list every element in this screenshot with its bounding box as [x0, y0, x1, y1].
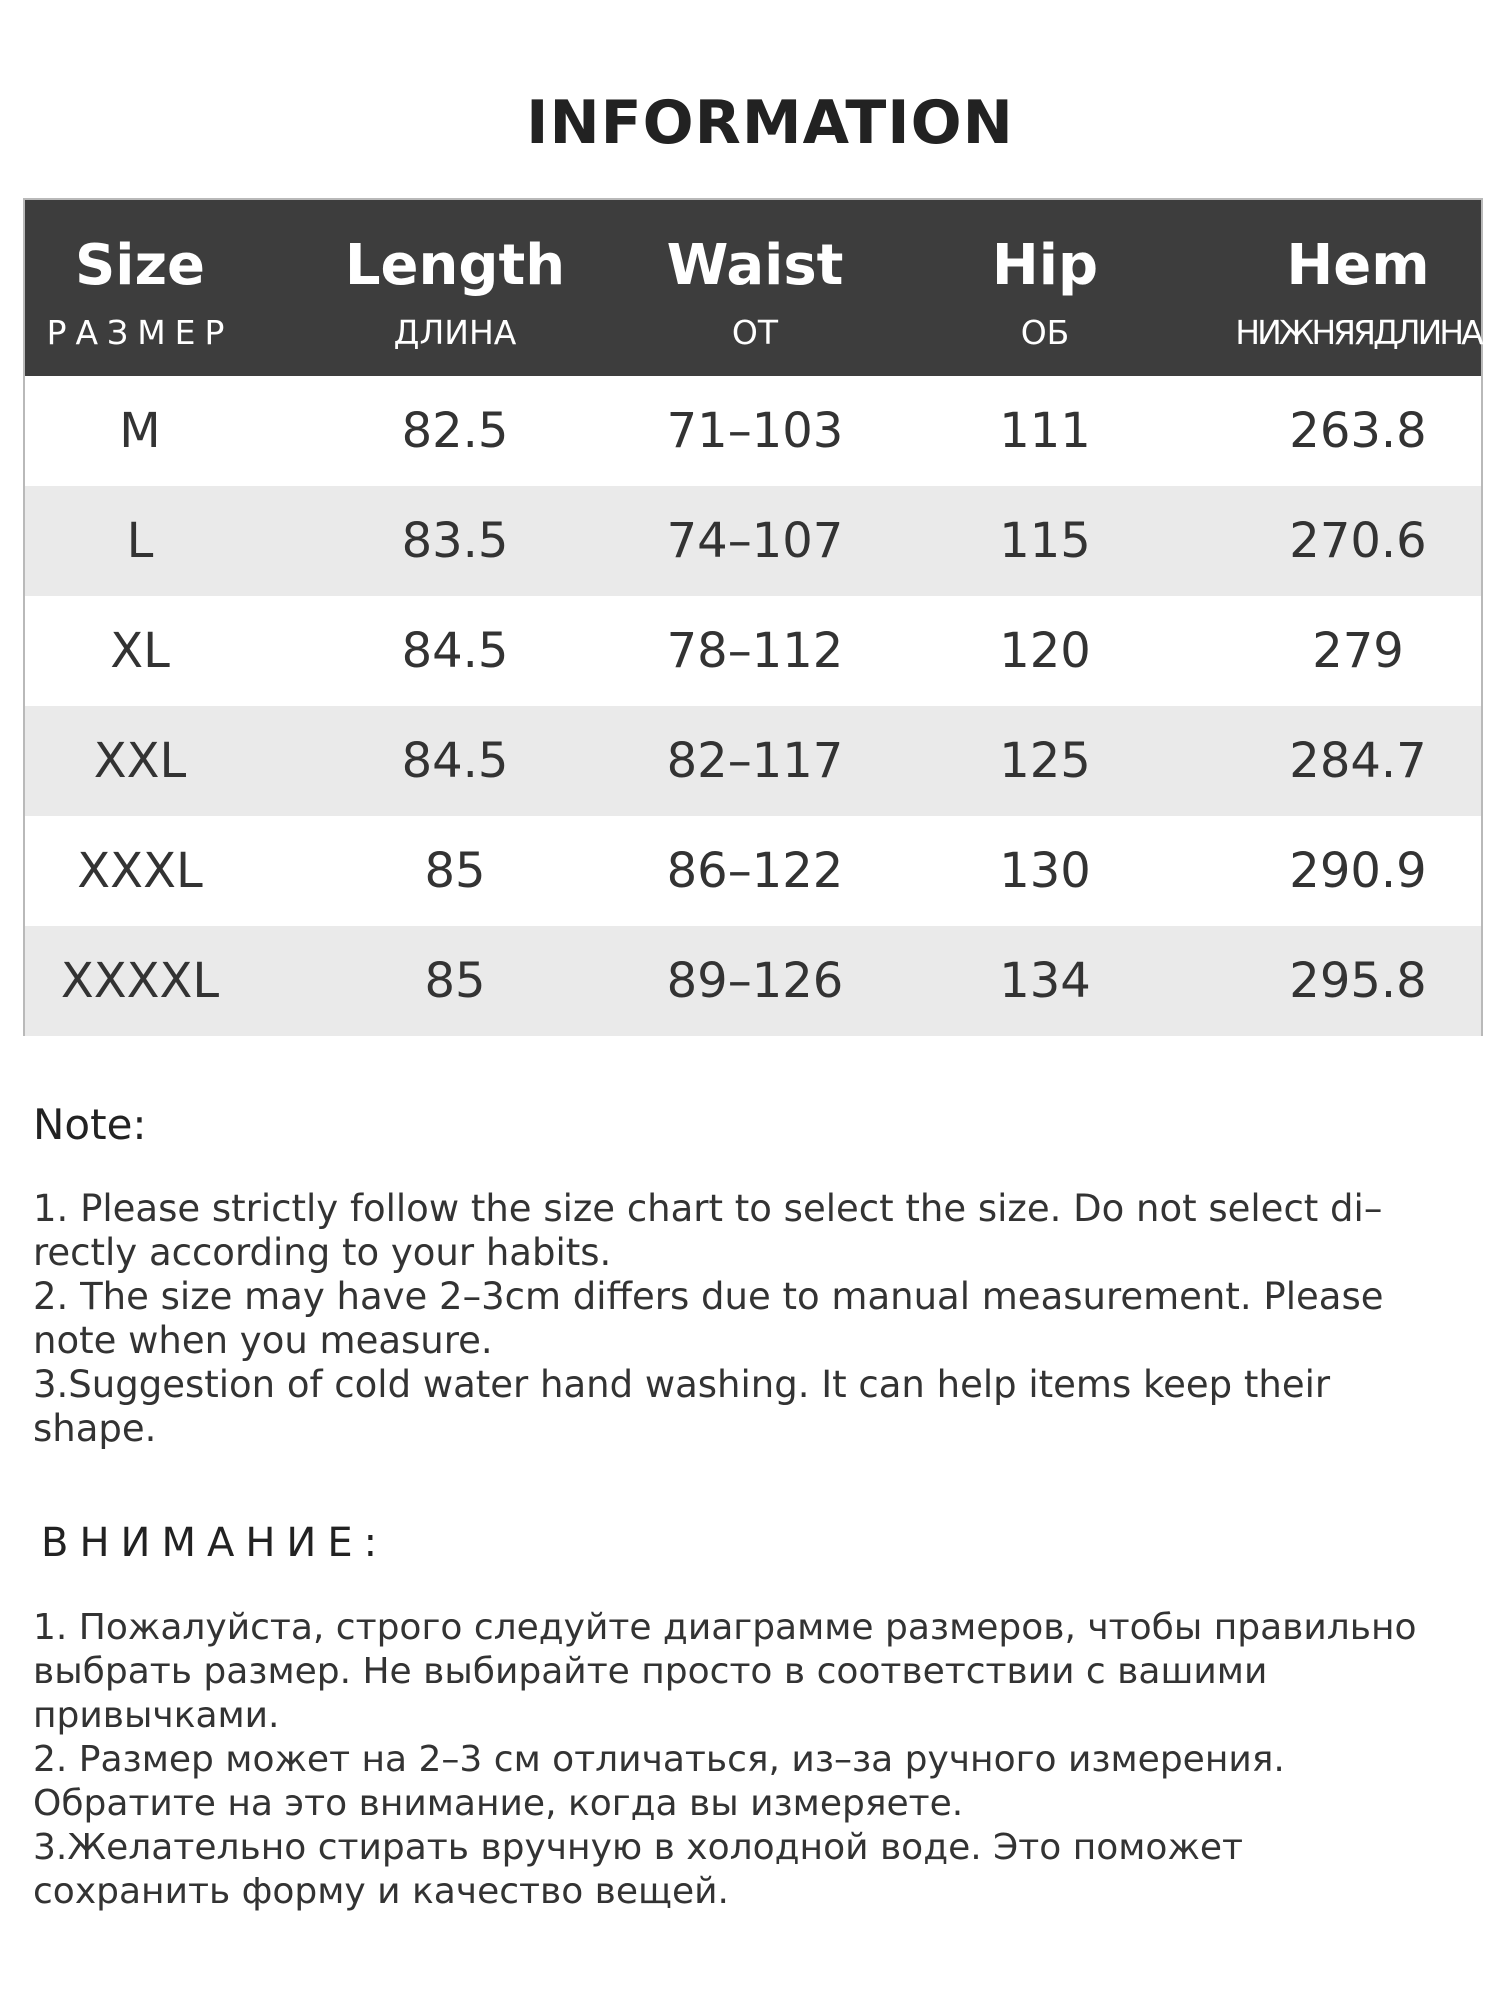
header-hem-ru: НИЖНЯЯДЛИНА	[1235, 312, 1481, 352]
table-row	[25, 376, 1481, 486]
cell-hem: 270.6	[1289, 513, 1427, 569]
cell-size: M	[119, 403, 161, 459]
header-hip-ru: ОБ	[1020, 312, 1070, 352]
cell-hip: 120	[999, 623, 1091, 679]
table-row	[25, 596, 1481, 706]
header-size	[25, 200, 255, 376]
note-line: 1. Please strictly follow the size chart to select the size. Do not select di–	[33, 1187, 1383, 1230]
cell-hip: 125	[999, 733, 1091, 789]
header-size-ru: РАЗМЕР	[46, 312, 234, 352]
note-line: rectly according to your habits.	[33, 1231, 612, 1274]
note-line-ru: 1. Пожалуйста, строго следуйте диаграмме размеров, чтобы правильно	[33, 1607, 1417, 1648]
cell-waist: 78–112	[666, 623, 844, 679]
cell-size: XXXXL	[60, 953, 220, 1009]
header-waist-en: Waist	[666, 232, 844, 298]
cell-hem: 295.8	[1289, 953, 1427, 1009]
cell-length: 82.5	[401, 403, 509, 459]
cell-size: XXXL	[77, 843, 203, 899]
note-section-ru	[33, 1520, 1473, 1914]
cell-length: 84.5	[401, 733, 509, 789]
cell-waist: 74–107	[666, 513, 844, 569]
cell-waist: 89–126	[666, 953, 844, 1009]
cell-size: XL	[110, 623, 170, 679]
cell-hip: 111	[999, 403, 1091, 459]
cell-waist: 82–117	[666, 733, 844, 789]
table-header-row	[25, 200, 1481, 376]
header-waist-ru: ОТ	[731, 312, 779, 352]
table-row	[25, 926, 1481, 1036]
cell-length: 85	[424, 843, 486, 899]
note-section-en	[33, 1100, 1473, 1451]
note-line-ru: привычками.	[33, 1695, 280, 1736]
note-line-ru: выбрать размер. Не выбирайте просто в соответствии с вашими	[33, 1651, 1268, 1692]
cell-hem: 279	[1312, 623, 1404, 679]
page-title: INFORMATION	[526, 88, 1014, 158]
note-line-ru: Обратите на это внимание, когда вы измеряете.	[33, 1783, 964, 1824]
note-line-ru: сохранить форму и качество вещей.	[33, 1871, 729, 1912]
note-heading-ru: ВНИМАНИЕ:	[41, 1520, 389, 1566]
note-heading-en: Note:	[33, 1100, 147, 1149]
note-line-ru: 3.Желательно стирать вручную в холодной воде. Это поможет	[33, 1827, 1243, 1868]
cell-hem: 263.8	[1289, 403, 1427, 459]
cell-length: 85	[424, 953, 486, 1009]
cell-length: 83.5	[401, 513, 509, 569]
cell-size: XXL	[93, 733, 187, 789]
cell-hem: 284.7	[1289, 733, 1427, 789]
cell-waist: 71–103	[666, 403, 844, 459]
note-line: 2. The size may have 2–3cm differs due to manual measurement. Please	[33, 1275, 1384, 1318]
header-length	[255, 200, 655, 376]
note-line: shape.	[33, 1407, 157, 1450]
cell-size: L	[126, 513, 154, 569]
header-hem-en: Hem	[1286, 232, 1430, 298]
header-length-en: Length	[344, 232, 566, 298]
header-size-en: Size	[74, 232, 206, 298]
header-hip	[855, 200, 1235, 376]
cell-hip: 130	[999, 843, 1091, 899]
header-hip-en: Hip	[991, 232, 1099, 298]
table-row	[25, 816, 1481, 926]
header-waist	[655, 200, 855, 376]
table-row	[25, 486, 1481, 596]
note-line-ru: 2. Размер может на 2–3 см отличаться, из–за ручного измерения.	[33, 1739, 1285, 1780]
cell-length: 84.5	[401, 623, 509, 679]
header-length-ru: ДЛИНА	[393, 312, 517, 352]
table-row	[25, 706, 1481, 816]
note-line: note when you measure.	[33, 1319, 493, 1362]
cell-hem: 290.9	[1289, 843, 1427, 899]
note-line: 3.Suggestion of cold water hand washing. It can help items keep their	[33, 1363, 1331, 1406]
cell-waist: 86–122	[666, 843, 844, 899]
header-hem	[1235, 200, 1481, 376]
cell-hip: 115	[999, 513, 1091, 569]
cell-hip: 134	[999, 953, 1091, 1009]
size-table	[23, 198, 1483, 1036]
